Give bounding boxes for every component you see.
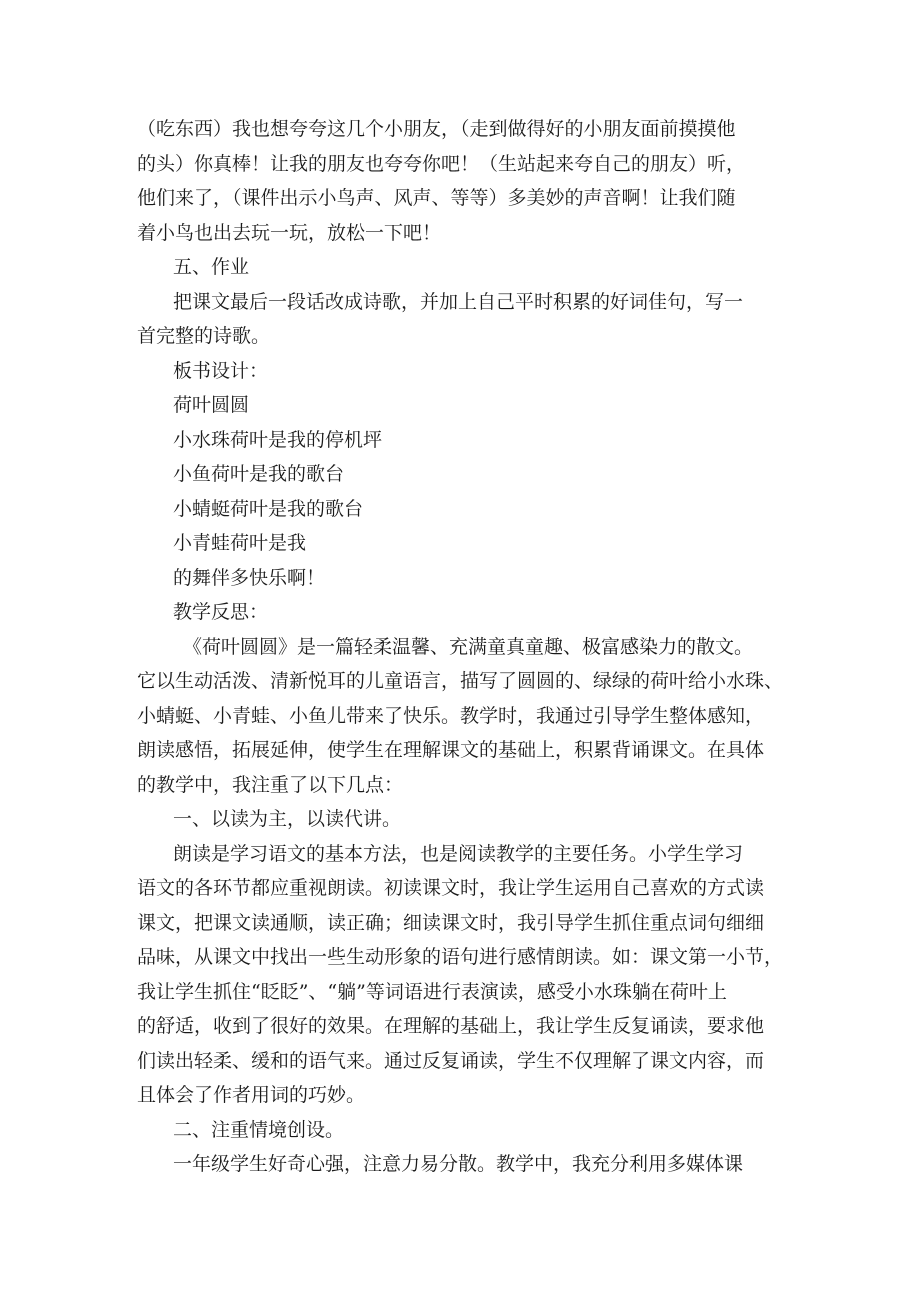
board-item: 荷叶圆圆 — [173, 394, 250, 416]
board-item: 小蜻蜓荷叶是我的歌台 — [173, 497, 364, 520]
document-page — [137, 112, 797, 1182]
point1-text-line: 的舒适，收到了很好的效果。在理解的基础上，我让学生反复诵读，要求他 — [137, 1015, 765, 1037]
point2-heading: 二、注重情境创设。 — [173, 1118, 345, 1141]
board-heading: 板书设计： — [173, 359, 269, 382]
text-line: 着小鸟也出去玩一玩，放松一下吧！ — [137, 221, 442, 244]
homework-heading: 五、作业 — [173, 256, 250, 278]
point1-text-line: 课文，把课文读通顺，读正确；细读课文时，我引导学生抓住重点词句细细 — [137, 911, 765, 934]
homework-text-line: 首完整的诗歌。 — [137, 325, 271, 347]
text-line: （吃东西）我也想夸夸这几个小朋友，（走到做得好的小朋友面前摸摸他 — [137, 118, 736, 140]
point2-text-line: 一年级学生好奇心强，注意力易分散。教学中，我充分利用多媒体课 — [173, 1153, 744, 1175]
point1-text-line: 语文的各环节都应重视朗读。初读课文时，我让学生运用自己喜欢的方式读 — [137, 877, 765, 899]
reflection-intro-line: 的教学中，我注重了以下几点： — [137, 773, 404, 796]
text-line: 的头）你真棒！让我的朋友也夸夸你吧！（生站起来夸自己的朋友）听， — [137, 152, 746, 175]
homework-text-line: 把课文最后一段话改成诗歌，并加上自己平时积累的好词佳句，写一 — [173, 290, 744, 313]
point1-text-line: 且体会了作者用词的巧妙。 — [137, 1084, 366, 1106]
reflection-intro-line: 朗读感悟，拓展延伸，使学生在理解课文的基础上，积累背诵课文。在具体 — [137, 739, 765, 761]
text-line: 他们来了，（课件出示小鸟声、风声、等等）多美妙的声音啊！让我们随 — [137, 187, 736, 209]
reflection-intro-line: 它以生动活泼、清新悦耳的儿童语言，描写了圆圆的、绿绿的荷叶给小水珠、 — [137, 670, 784, 692]
board-item: 小鱼荷叶是我的歌台 — [173, 463, 345, 485]
reflection-heading: 教学反思： — [173, 601, 269, 623]
board-item: 小青蛙荷叶是我 — [173, 532, 307, 554]
board-item: 的舞伴多快乐啊！ — [173, 566, 326, 589]
point1-text-line: 我让学生抓住“眨眨”、“躺”等词语进行表演读，感受小水珠躺在荷叶上 — [137, 980, 727, 1003]
reflection-intro-line: 小蜻蜓、小青蛙、小鱼儿带来了快乐。教学时，我通过引导学生整体感知， — [137, 704, 765, 727]
reflection-intro-line: 《荷叶圆圆》是一篇轻柔温馨、充满童真童趣、极富感染力的散文。 — [183, 635, 754, 658]
board-item: 小水珠荷叶是我的停机坪 — [173, 428, 383, 451]
point1-text-line: 朗读是学习语文的基本方法，也是阅读教学的主要任务。小学生学习 — [173, 842, 744, 865]
point1-heading: 一、以读为主，以读代讲。 — [173, 808, 402, 830]
point1-text-line: 们读出轻柔、缓和的语气来。通过反复诵读，学生不仅理解了课文内容，而 — [137, 1049, 765, 1072]
point1-text-line: 品味，从课文中找出一些生动形象的语句进行感情朗读。如：课文第一小节， — [137, 946, 784, 968]
